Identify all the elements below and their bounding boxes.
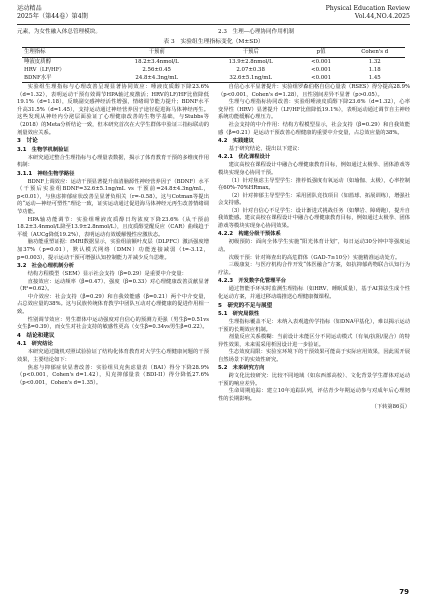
table-cell: 18.2±3.4nmol/L: [134, 58, 179, 65]
table-cell: 2.56±0.45: [142, 66, 171, 73]
table-cell: <0.001: [311, 58, 332, 65]
body-paragraph: BDNF上调效应：运动干预显著提升血清脑源性神经营养因子（BDNF）水平（干预后实验组BDNF=32.6±5.1ng/mL vs 干预前=24.8±4.3ng/mL，p<0.01），与焦虑抑郁症状改善呈显著负相关（r=-0.58）。这与Cotman等提出的“运动—神经可塑性”理论一致，证实运动通过促进海马体神经元再生改善情绪调节功能。: [17, 178, 209, 216]
body-paragraph: 建议高校在课程设计中融合心理健康教育目标，例如通过太极拳、团体游戏等模块实现身心协同干预。: [218, 162, 410, 176]
subsection-heading: 3.1 生物学机制验证: [17, 146, 69, 153]
right-column: [218, 84, 410, 411]
body-paragraph: 通过智能手环实时监测生理指标（如HRV、睡眠质量），基于AI算法生成个性化运动方案，并通过移动端推送心理健康微课程。: [218, 286, 410, 300]
table-header-cell: 干预前: [110, 48, 204, 58]
body-paragraph: 基于研究结论，提出以下建议：: [228, 145, 303, 152]
table-cell: HRV（LF/HF）: [24, 66, 65, 73]
table-cell: <0.001: [311, 66, 332, 73]
subsection-heading: 5.1 研究局限性: [218, 310, 260, 317]
body-paragraph: 结构方程模型（SEM）显示社会支持（β=0.29）是重要中介变量：: [27, 271, 187, 277]
body-paragraph: 中介效应：社会支持（β=0.29）和自我效能感（β=0.21）两个中介变量，占总效应量的38%。这与民族传统体育教学中团队互动对心理健康的促进作用相一致。: [17, 293, 209, 315]
table-header-row: [22, 48, 405, 58]
table-row: [22, 74, 405, 83]
page-number: 79: [399, 588, 409, 596]
journal-name-en: Physical Education Review: [325, 5, 410, 12]
section-heading: 4 结论和建议: [17, 332, 55, 339]
body-paragraph: 三级康复：与医疗机构合作开发“体医融合”方案，如抗抑郁药物联合认知行为疗法。: [218, 262, 410, 276]
subsection-heading: 3.1.1 神经生物学路径: [17, 170, 75, 177]
body-paragraph: 本研究通过随机对照试验验证了结构化体育教育对大学生心理健康问题的干预效果，主要结论如下：: [17, 349, 209, 363]
body-paragraph: HPA轴功能调节：实验组唾液皮质醇日均浓度下降23.6%（从干预前18.2±3.4nmol/L降至13.9±2.8nmol/L），且皮质醇觉醒反应（CAR）曲线趋于平缓（AUCg降低19.2%），表明运动有效缓解慢性应激状态。: [17, 216, 209, 238]
journal-header-left: [17, 5, 88, 21]
body-paragraph: 自信心水平显著提升：实验组罗森伯格自信心量表（RSES）得分提高28.9%（p<0.001，Cohen's d=1.28），且性别间差异不显著（p>0.05）。: [218, 84, 410, 98]
body-paragraph: 生命周期追踪：建立10年追踪队列，评估青少年期运动参与对成年后心理韧性的长期影响。: [218, 388, 410, 403]
section-heading: 3 讨论: [17, 138, 38, 145]
issue-cn: 2025年（第44卷）第4期: [17, 13, 88, 20]
subsection-heading: 5.2 未来研究方向: [218, 365, 265, 372]
body-paragraph: 次级干预：针对筛查出的高危群体（GAD-7≥10分）实施精准运动处方。: [228, 254, 401, 261]
table-cell: 1.18: [368, 66, 381, 73]
body-paragraph: 脑功能重塑证据：fMRI数据显示，实验组前额叶皮层（DLPFC）激活强度增加37%（p=0.01），默认模式网络（DMN）功能连接减弱（t=-3.12，p=0.003），提示运动干预可增强认知控制能力并减少反刍思维。: [17, 239, 209, 261]
body-paragraph: 跨文化比较研究：比较不同地域（如东西部高校）、文化背景学生群体对运动干预的响应差异。: [218, 373, 410, 387]
body-paragraph: （下转第86页）: [371, 403, 410, 410]
left-column: [17, 84, 209, 387]
subsection-heading: 4.1 研究结论: [17, 341, 53, 348]
body-paragraph: 本研究通过整合生理指标与心理量表数据，揭示了体育教育干预的多维度作用机制：: [17, 154, 209, 169]
table-cell: 1.32: [368, 58, 381, 65]
subsection-heading: 4.2.2 构建分级干预体系: [218, 231, 281, 238]
subsection-heading: 4.2.1 优化课程设计: [218, 154, 271, 161]
table-cell: 24.8±4.3ng/mL: [110, 74, 204, 83]
table-header-cell: Cohen's d: [345, 48, 406, 58]
section-heading: 5 研究的不足与展望: [218, 302, 273, 309]
body-paragraph: 直接效应：运动频率（β=0.47）、强度（β=0.33）对心理健康改善贡献显著（R²=0.62）。: [17, 278, 209, 293]
body-paragraph: （2）针对抑郁主导型学生：采用团队竞技项目（如篮球、拓展训练），增强社会支持感。: [218, 192, 410, 207]
top-line-left: 元素，为女性融入体总管理模块。: [17, 29, 101, 35]
table-cell: 唾液皮质醇: [24, 58, 51, 65]
physiology-table: [22, 47, 405, 83]
subsection-heading: 4.2.3 开发数字化管理平台: [218, 278, 287, 285]
subsection-heading: 3.2 社会心理机制分析: [17, 263, 75, 270]
journal-header-right: [326, 5, 410, 21]
top-line-right: 2.3 生理—心理协同作用机制: [218, 29, 295, 35]
body-paragraph: 实验组生理指标与心理改善呈现显著协同效应：唾液皮质醇下降23.6%（d=1.32），表明运动干预有效调节HPA轴过度激活；HRV的LF/HF比值降低19.1%（d=1.18），反映副交感神经活性增强，情绪调节能力提升；BDNF水平升高31.5%（d=1.45），支持运动通过神经营养因子途径促进海马体神经再生。这些发现从神经内分泌层面验证了心理健康改善的生物学基础，与Stubbs等（2018）的Meta分析结论一致，但本研究首次在大学生群体中验证三指标联动的剂量效应关系。: [17, 84, 209, 136]
issue-en: Vol.44,NO.4.2025: [354, 13, 410, 20]
body-paragraph: 性别调节效应：男生群体中运动强度对自信心的预测力更强（男生β=0.51vs女生β=0.39），而女生对社会支持的敏感性更高（女生β=0.34vs男生β=0.22）。: [17, 316, 209, 331]
body-paragraph: 生理与心理指标协同改善：实验组唾液皮质醇下降23.6%（d=1.32），心率变异性（HRV）显著提升（LF/HF比值降低19.1%），表明运动通过调节自主神经系统功能缓解心理压力。: [218, 99, 411, 121]
table-caption: 表 3 实验组生理指标变化（M±SD）: [163, 39, 264, 45]
table-cell: 13.9±2.8nmol/L: [228, 58, 273, 65]
table-cell: 32.6±5.1ng/mL: [204, 74, 298, 83]
table-row: [22, 58, 405, 67]
table-header-cell: 干预后: [204, 48, 298, 58]
table-cell: 2.07±0.38: [236, 66, 265, 73]
header-rule: [17, 24, 410, 25]
table-row: [22, 66, 405, 74]
table-cell: <0.001: [298, 74, 345, 83]
table-header-cell: p值: [298, 48, 345, 58]
body-paragraph: 剂量反应关系模糊：当前设计未能区分不同运动模式（有氧/抗阻/混合）的特异性效果，未来需采用析因设计进一步验证。: [218, 334, 410, 348]
body-paragraph: 生理指标覆盖不足：未纳入表观遗传学指标（如DNA甲基化），难以揭示运动干预的长期效应机制。: [218, 318, 410, 333]
subsection-heading: 4.2 实践建议: [218, 137, 254, 144]
body-paragraph: （3）针对自信心不足学生：设计渐进式挑战任务（如攀岩、障碍跑），提升自我效能感。建议高校在课程设计中融合心理健康教育目标，例如通过太极拳、团体游戏等模块实现身心协同效果。: [218, 207, 410, 230]
body-paragraph: 社会支持的中介作用：结构方程模型显示，社会支持（β=0.29）和自我效能感（β=0.21）是运动干预改善心理健康的重要中介变量，占总效应量的38%。: [218, 121, 410, 136]
table-cell: BDNF水平: [22, 74, 110, 83]
body-paragraph: 初级预防：面向全体学生实施“阳光体育计划”，每日运动30分钟中等强度运动。: [218, 239, 410, 254]
body-paragraph: （1）针对焦虑主导型学生：推荐低强度有氧运动（如瑜伽、太极），心率控制在60%-70%HRmax。: [218, 177, 410, 192]
table-header-cell: 生理指标: [22, 48, 110, 58]
table-cell: 1.45: [345, 74, 406, 83]
journal-name-cn: 运动精品: [17, 5, 42, 12]
body-paragraph: 生态效度局限：实验室环境下的干预效果可能高于实际应用效果，因此需开展自然场景下的实效性研究。: [218, 349, 410, 363]
body-paragraph: 焦虑与抑郁症状显著改善：实验组贝克焦虑量表（BAI）得分下降28.9%（p<0.001，Cohen's d=1.42），贝克抑郁量表（BDI-II）得分降低27.6%（p<0.001，Cohen's d=1.35）。: [17, 364, 209, 386]
